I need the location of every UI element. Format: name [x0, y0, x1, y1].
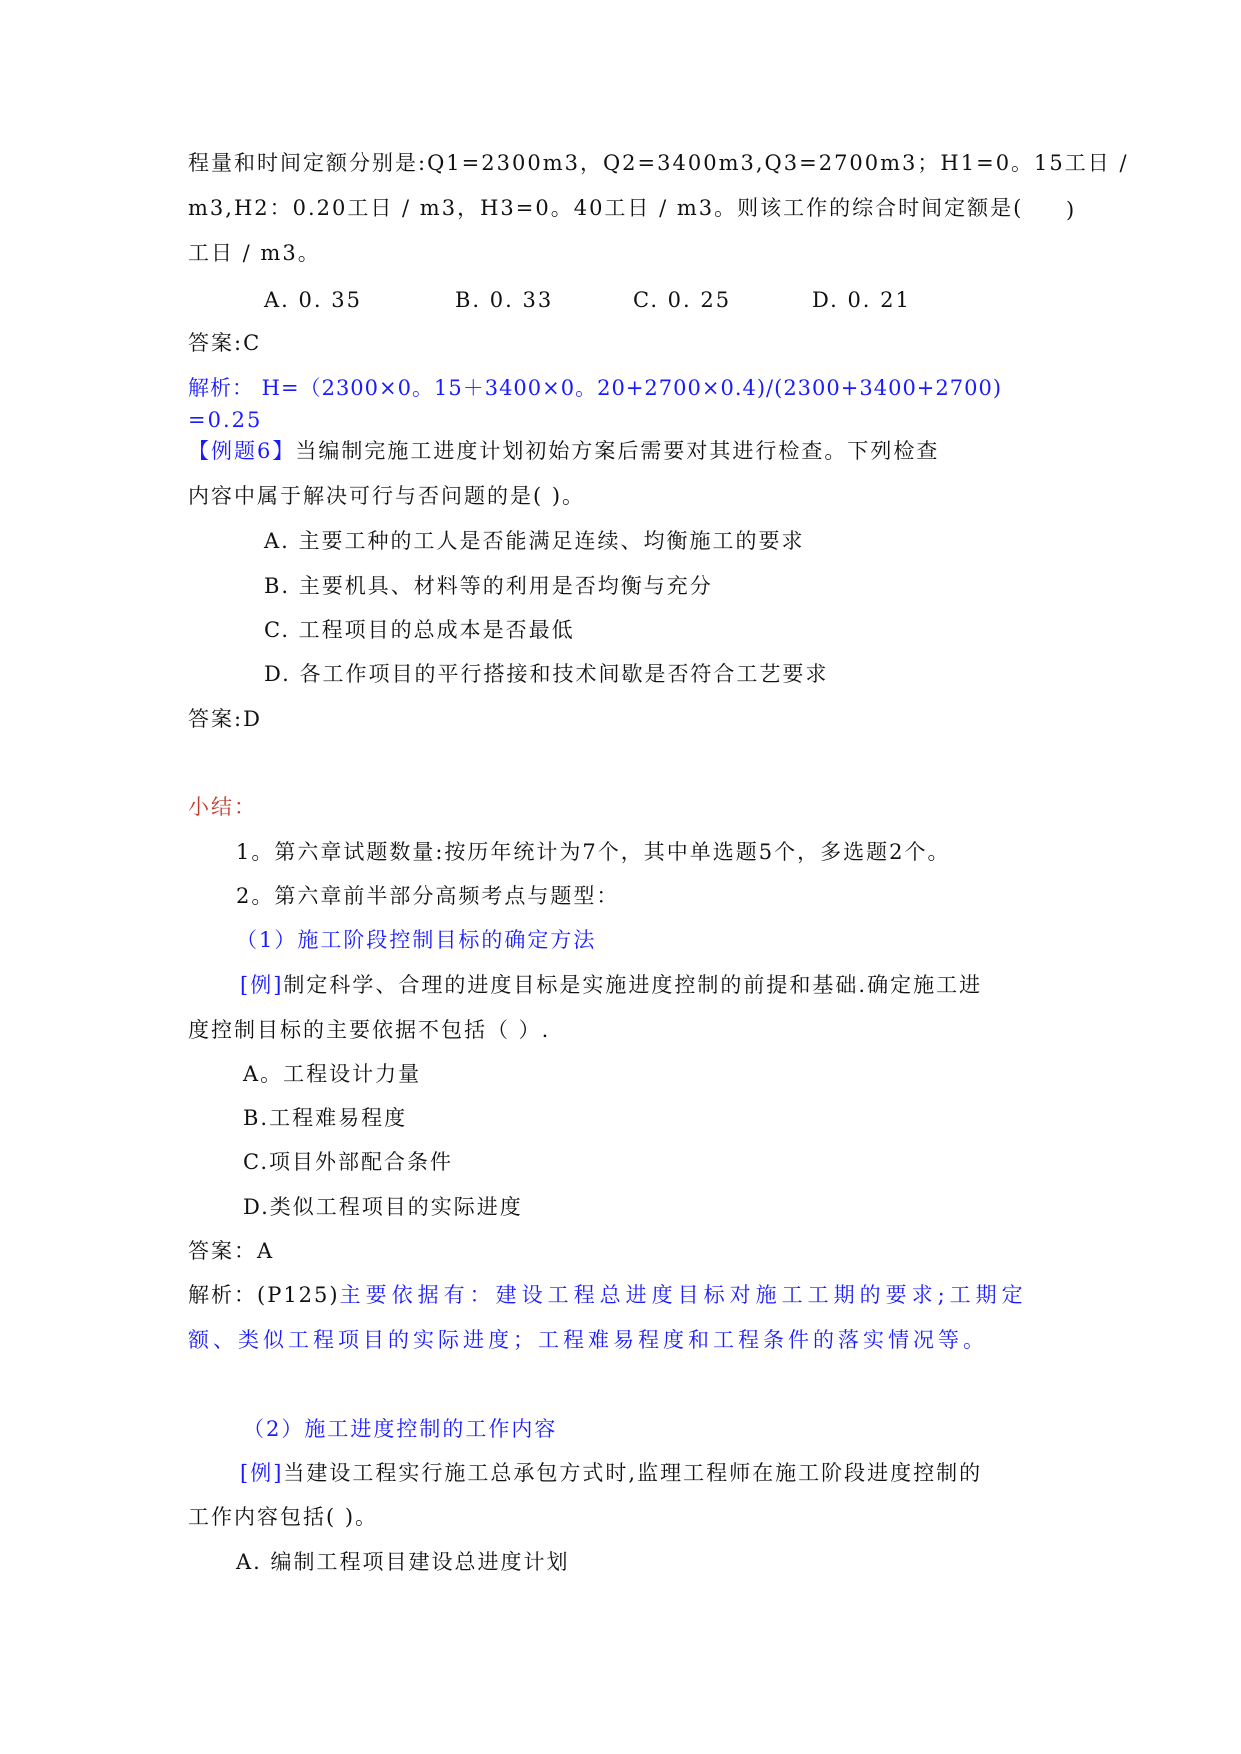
q5-stem-line-1: 程量和时间定额分别是:Q1=2300m3，Q2=3400m3,Q3=2700m3；H1=0。15工日 /	[188, 151, 1129, 175]
example-2-line-2: 工作内容包括( )。	[188, 1505, 379, 1529]
q5-stem-paren: )	[1066, 198, 1075, 222]
q6-tag: 【例题6】	[188, 439, 296, 463]
example-1-option-d: D.类似工程项目的实际进度	[243, 1195, 523, 1219]
example-2-line-1	[240, 1463, 982, 1484]
q5-option-c: C. 0. 25	[633, 288, 732, 312]
q6-stem-line-1	[188, 441, 939, 462]
example-1-option-c: C.项目外部配合条件	[243, 1150, 453, 1174]
summary-title: 小结：	[188, 795, 257, 819]
example-1-analysis-line-2: 额、类似工程项目的实际进度；工程难易程度和工程条件的落实情况等。	[188, 1328, 988, 1352]
q5-option-a: A. 0. 35	[264, 288, 362, 312]
q6-option-a: A. 主要工种的工人是否能满足连续、均衡施工的要求	[264, 529, 805, 553]
example-1-option-a: A。工程设计力量	[243, 1062, 422, 1086]
q6-stem-line-2: 内容中属于解决可行与否问题的是( )。	[188, 484, 586, 508]
q6-answer: 答案:D	[188, 707, 262, 731]
example-1-stem-text: 制定科学、合理的进度目标是实施进度控制的前提和基础.确定施工进	[283, 973, 983, 997]
q6-stem-text: 当编制完施工进度计划初始方案后需要对其进行检查。下列检查	[295, 439, 940, 463]
q5-analysis-line-1: 解析： H=（2300×0。15＋3400×0。20+2700×0.4)/(2300+3400+2700)	[188, 376, 1003, 400]
example-2-stem-text: 当建设工程实行施工总承包方式时,监理工程师在施工阶段进度控制的	[283, 1461, 983, 1485]
summary-item-1: 1。第六章试题数量:按历年统计为7个，其中单选题5个，多选题2个。	[236, 840, 951, 864]
q6-option-c: C. 工程项目的总成本是否最低	[264, 618, 575, 642]
summary-subtitle-1: （1）施工阶段控制目标的确定方法	[236, 928, 597, 952]
example-1-analysis-text: 主要依据有：建设工程总进度目标对施工工期的要求;工期定	[339, 1283, 1028, 1307]
q5-stem-line-3: 工日 / m3。	[188, 241, 321, 265]
example-1-line-2: 度控制目标的主要依据不包括（ ）.	[188, 1018, 551, 1042]
q5-analysis-line-2: =0.25	[188, 408, 263, 432]
example-1-analysis-prefix: 解析：(P125)	[188, 1283, 340, 1307]
summary-subtitle-2: （2）施工进度控制的工作内容	[243, 1417, 558, 1441]
summary-item-2: 2。第六章前半部分高频考点与题型：	[236, 884, 620, 908]
example-1-option-b: B.工程难易程度	[243, 1106, 408, 1130]
q5-stem-line-2: m3,H2：0.20工日 / m3，H3=0。40工日 / m3。则该工作的综合时间定额是(	[188, 196, 1024, 220]
example-1-analysis-line-1	[188, 1285, 1028, 1306]
example-2-tag: [例]	[240, 1461, 284, 1485]
q6-option-b: B. 主要机具、材料等的利用是否均衡与充分	[264, 574, 713, 598]
q5-option-d: D. 0. 21	[812, 288, 911, 312]
example-1-tag: [例]	[240, 973, 284, 997]
example-2-option-a: A. 编制工程项目建设总进度计划	[236, 1550, 570, 1574]
example-1-answer: 答案：A	[188, 1239, 275, 1263]
q6-option-d: D. 各工作项目的平行搭接和技术间歇是否符合工艺要求	[264, 662, 829, 686]
q5-answer: 答案:C	[188, 331, 262, 355]
q5-option-b: B. 0. 33	[455, 288, 554, 312]
example-1-line-1	[240, 975, 982, 996]
